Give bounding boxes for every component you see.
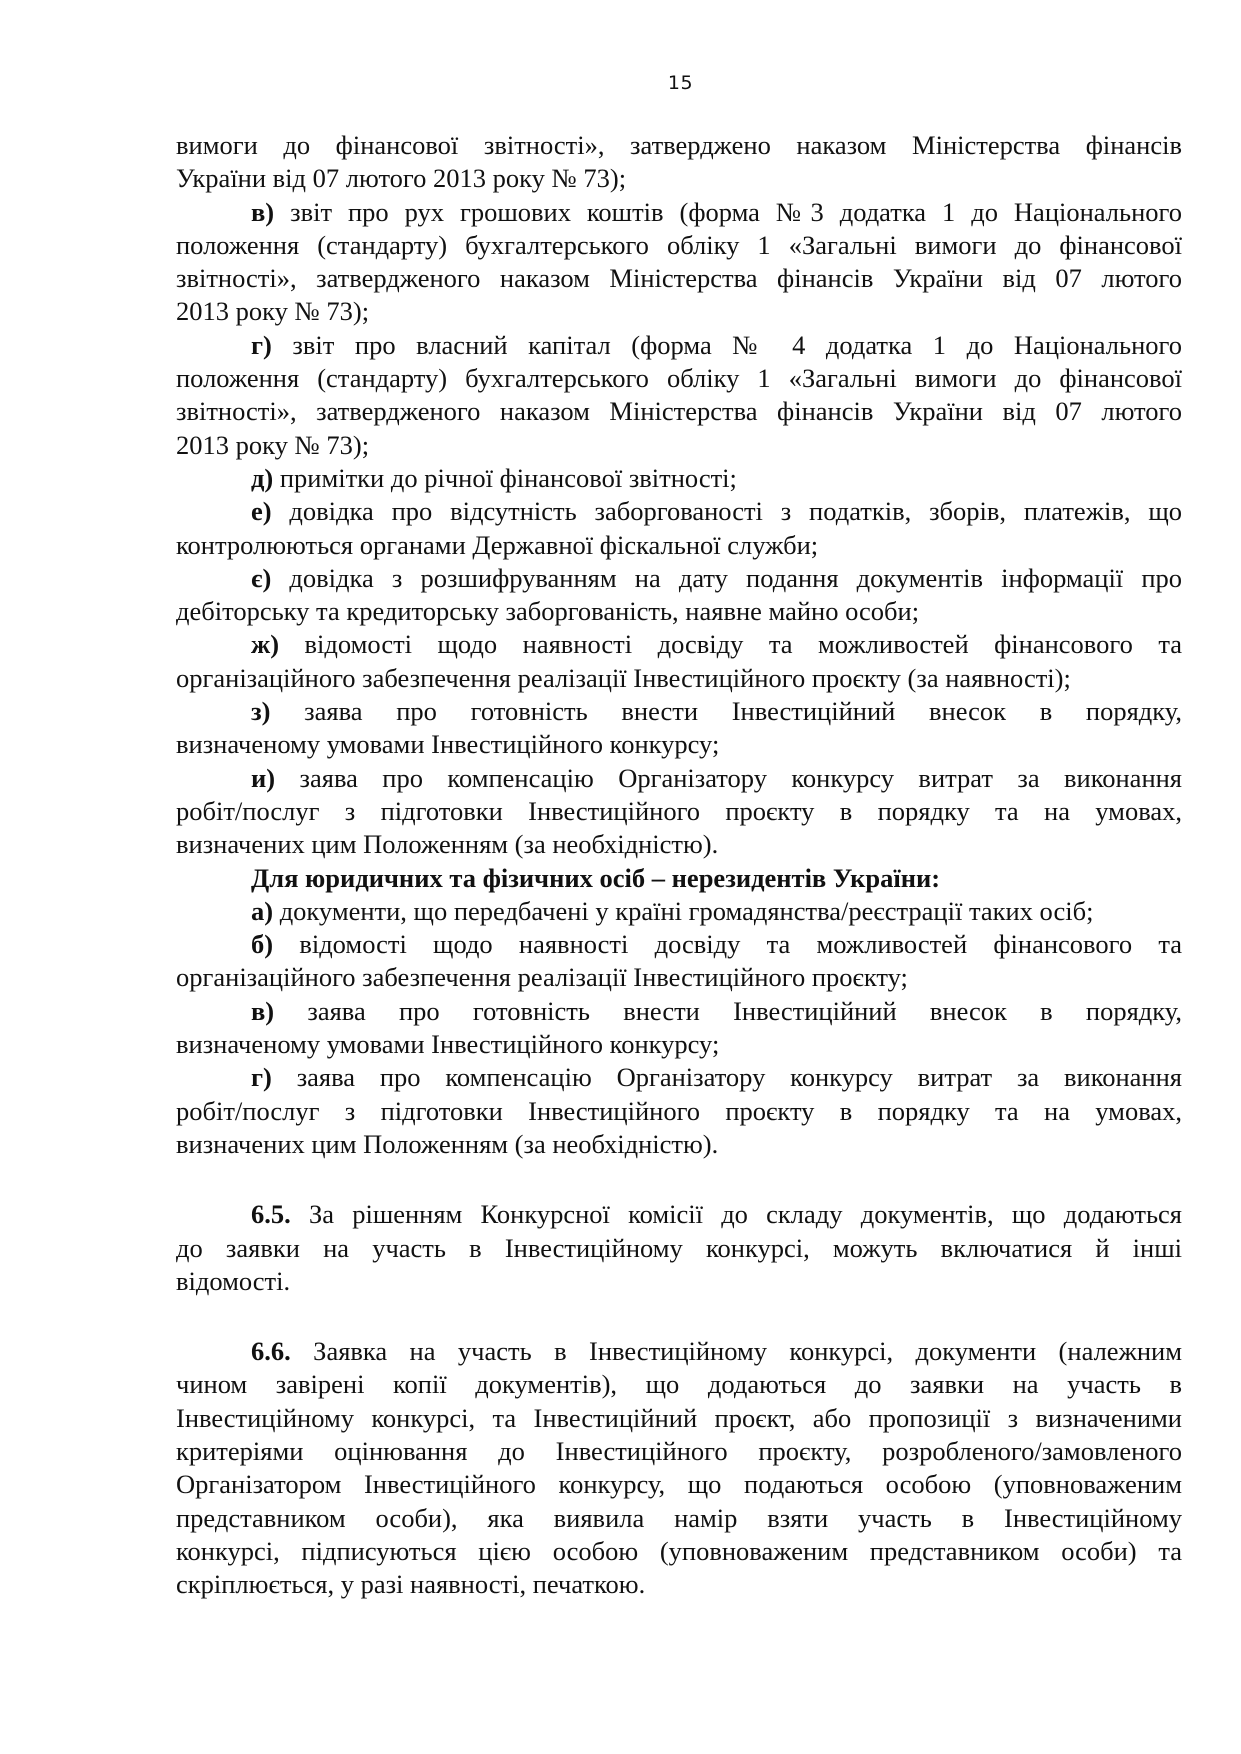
text-line — [176, 1198, 1182, 1231]
item-marker: з) — [251, 696, 271, 727]
document-body — [176, 129, 1182, 1601]
line-text: положення (стандарту) бухгалтерського обліку 1 «Загальні вимоги до фінансової — [176, 363, 1182, 394]
paragraph-nr-item-v — [176, 995, 1182, 1062]
item-marker: б) — [251, 929, 274, 960]
line-text: довідка про відсутність заборгованості з податків, зборів, платежів, що — [271, 496, 1182, 527]
line-text: критеріями оцінювання до Інвестиційного проєкту, розробленого/замовленого — [176, 1435, 1182, 1466]
text-line — [176, 462, 1182, 495]
paragraph-nr-item-b — [176, 928, 1182, 995]
line-text: організаційного забезпечення реалізації Інвестиційного проєкту (за наявності); — [176, 662, 1071, 693]
paragraph-clause-6-5 — [176, 1198, 1182, 1298]
text-line — [176, 1028, 1182, 1061]
line-text: вимоги до фінансової звітності», затверджено наказом Міністерства фінансів — [176, 130, 1182, 160]
item-marker: Для юридичних та фізичних осіб – нерезидентів України: — [251, 862, 941, 893]
item-marker: а) — [251, 895, 274, 926]
text-line — [176, 1265, 1182, 1298]
line-text: визначеному умовами Інвестиційного конкурсу; — [176, 729, 720, 760]
line-text: документи, що передбачені у країні громадянства/реєстрації таких осіб; — [273, 895, 1094, 926]
line-text: положення (стандарту) бухгалтерського обліку 1 «Загальні вимоги до фінансової — [176, 229, 1182, 260]
text-line — [176, 262, 1182, 295]
item-marker: є) — [251, 562, 272, 593]
text-line — [176, 595, 1182, 628]
line-text: 2013 року № 73); — [176, 429, 370, 460]
paragraph-item-e — [176, 495, 1182, 562]
text-line — [176, 229, 1182, 262]
text-line — [176, 1535, 1182, 1568]
line-text: довідка з розшифруванням на дату подання документів інформації про — [271, 562, 1182, 593]
item-marker: е) — [251, 496, 272, 527]
text-line — [176, 1128, 1182, 1161]
text-line — [176, 196, 1182, 229]
text-line — [176, 828, 1182, 861]
line-text: відомості. — [176, 1265, 291, 1296]
line-text: 2013 року № 73); — [176, 296, 370, 327]
text-line — [176, 362, 1182, 395]
line-text: до заявки на участь в Інвестиційному конкурсі, можуть включатися й інші — [176, 1232, 1182, 1263]
paragraph-item-d — [176, 462, 1182, 495]
text-line — [176, 1232, 1182, 1265]
paragraph-nr-item-a — [176, 895, 1182, 928]
item-marker: 6.6. — [251, 1336, 291, 1367]
text-line — [176, 529, 1182, 562]
paragraph-item-h — [176, 329, 1182, 462]
paragraph-continuation — [176, 129, 1182, 196]
item-marker: г) — [251, 1062, 272, 1093]
line-text: заява про готовність внести Інвестиційний внесок в порядку, — [274, 995, 1182, 1026]
text-line — [176, 1335, 1182, 1368]
text-line — [176, 1435, 1182, 1468]
line-text: контролюються органами Державної фіскальної служби; — [176, 529, 819, 560]
line-text: України від 07 лютого 2013 року № 73); — [176, 163, 627, 194]
line-text: робіт/послуг з підготовки Інвестиційного проєкту в порядку та на умовах, — [176, 795, 1182, 826]
text-line — [176, 1568, 1182, 1601]
paragraph-spacer — [176, 1298, 1182, 1335]
text-line — [176, 662, 1182, 695]
text-line — [176, 395, 1182, 428]
paragraph-item-zh — [176, 628, 1182, 695]
item-marker: г) — [251, 329, 272, 360]
line-text: організаційного забезпечення реалізації Інвестиційного проєкту; — [176, 962, 908, 993]
item-marker: ж) — [251, 629, 280, 660]
text-line — [176, 762, 1182, 795]
line-text: визначеному умовами Інвестиційного конкурсу; — [176, 1029, 720, 1060]
item-marker: и) — [251, 762, 276, 793]
text-line — [176, 628, 1182, 661]
text-line — [176, 1468, 1182, 1501]
text-line — [176, 961, 1182, 994]
text-line — [176, 329, 1182, 362]
text-line — [176, 695, 1182, 728]
text-line — [176, 562, 1182, 595]
text-line — [176, 162, 1182, 195]
line-text: чином завірені копії документів), що додаються до заявки на участь в — [176, 1369, 1182, 1400]
item-marker: в) — [251, 196, 275, 227]
line-text: дебіторську та кредиторську заборгованість, наявне майно особи; — [176, 596, 920, 627]
line-text: визначених цим Положенням (за необхідністю). — [176, 829, 719, 860]
text-line — [176, 995, 1182, 1028]
line-text: робіт/послуг з підготовки Інвестиційного проєкту в порядку та на умовах, — [176, 1095, 1182, 1126]
text-line — [176, 728, 1182, 761]
paragraph-item-v — [176, 196, 1182, 329]
line-text: заява про компенсацію Організатору конкурсу витрат за виконання — [271, 1062, 1182, 1093]
paragraph-spacer — [176, 1161, 1182, 1198]
line-text: звітності», затвердженого наказом Міністерства фінансів України від 07 лютого — [176, 263, 1182, 294]
line-text: звіт про власний капітал (форма № 4 додатка 1 до Національного — [271, 329, 1182, 360]
text-line — [176, 1402, 1182, 1435]
item-marker: д) — [251, 462, 274, 493]
line-text: Інвестиційному конкурсі, та Інвестиційний проєкт, або пропозиції з визначеними — [176, 1402, 1182, 1433]
text-line — [176, 862, 1182, 895]
paragraph-item-z — [176, 695, 1182, 762]
text-line — [176, 295, 1182, 328]
line-text: заява про готовність внести Інвестиційний внесок в порядку, — [270, 696, 1182, 727]
paragraph-nonresidents-heading — [176, 862, 1182, 895]
line-text: відомості щодо наявності досвіду та можливостей фінансового та — [273, 929, 1182, 960]
line-text: відомості щодо наявності досвіду та можливостей фінансового та — [279, 629, 1182, 660]
line-text: визначених цим Положенням (за необхідністю). — [176, 1128, 719, 1159]
paragraph-item-ye — [176, 562, 1182, 629]
text-line — [176, 1061, 1182, 1094]
paragraph-nr-item-h — [176, 1061, 1182, 1161]
text-line — [176, 795, 1182, 828]
item-marker: в) — [251, 995, 275, 1026]
text-line — [176, 429, 1182, 462]
line-text: примітки до річної фінансової звітності; — [273, 462, 737, 493]
paragraph-clause-6-6 — [176, 1335, 1182, 1601]
text-line — [176, 129, 1182, 162]
text-line — [176, 928, 1182, 961]
line-text: За рішенням Конкурсної комісії до складу документів, що додаються — [290, 1199, 1182, 1230]
text-line — [176, 1368, 1182, 1401]
line-text: представником особи), яка виявила намір взяти участь в Інвестиційному — [176, 1502, 1182, 1533]
paragraph-item-y — [176, 762, 1182, 862]
text-line — [176, 895, 1182, 928]
line-text: конкурсі, підписуються цією особою (уповноваженим представником особи) та — [176, 1535, 1182, 1566]
page-number: 15 — [667, 72, 694, 94]
text-line — [176, 1502, 1182, 1535]
line-text: заява про компенсацію Організатору конкурсу витрат за виконання — [275, 762, 1182, 793]
line-text: скріплюється, у разі наявності, печаткою. — [176, 1569, 646, 1600]
line-text: звітності», затвердженого наказом Міністерства фінансів України від 07 лютого — [176, 396, 1182, 427]
line-text: Заявка на участь в Інвестиційному конкурсі, документи (належним — [290, 1336, 1182, 1367]
item-marker: 6.5. — [251, 1199, 291, 1230]
text-line — [176, 1095, 1182, 1128]
text-line — [176, 495, 1182, 528]
line-text: звіт про рух грошових коштів (форма №3 додатка 1 до Національного — [274, 196, 1182, 227]
line-text: Організатором Інвестиційного конкурсу, що подаються особою (уповноваженим — [176, 1469, 1182, 1500]
